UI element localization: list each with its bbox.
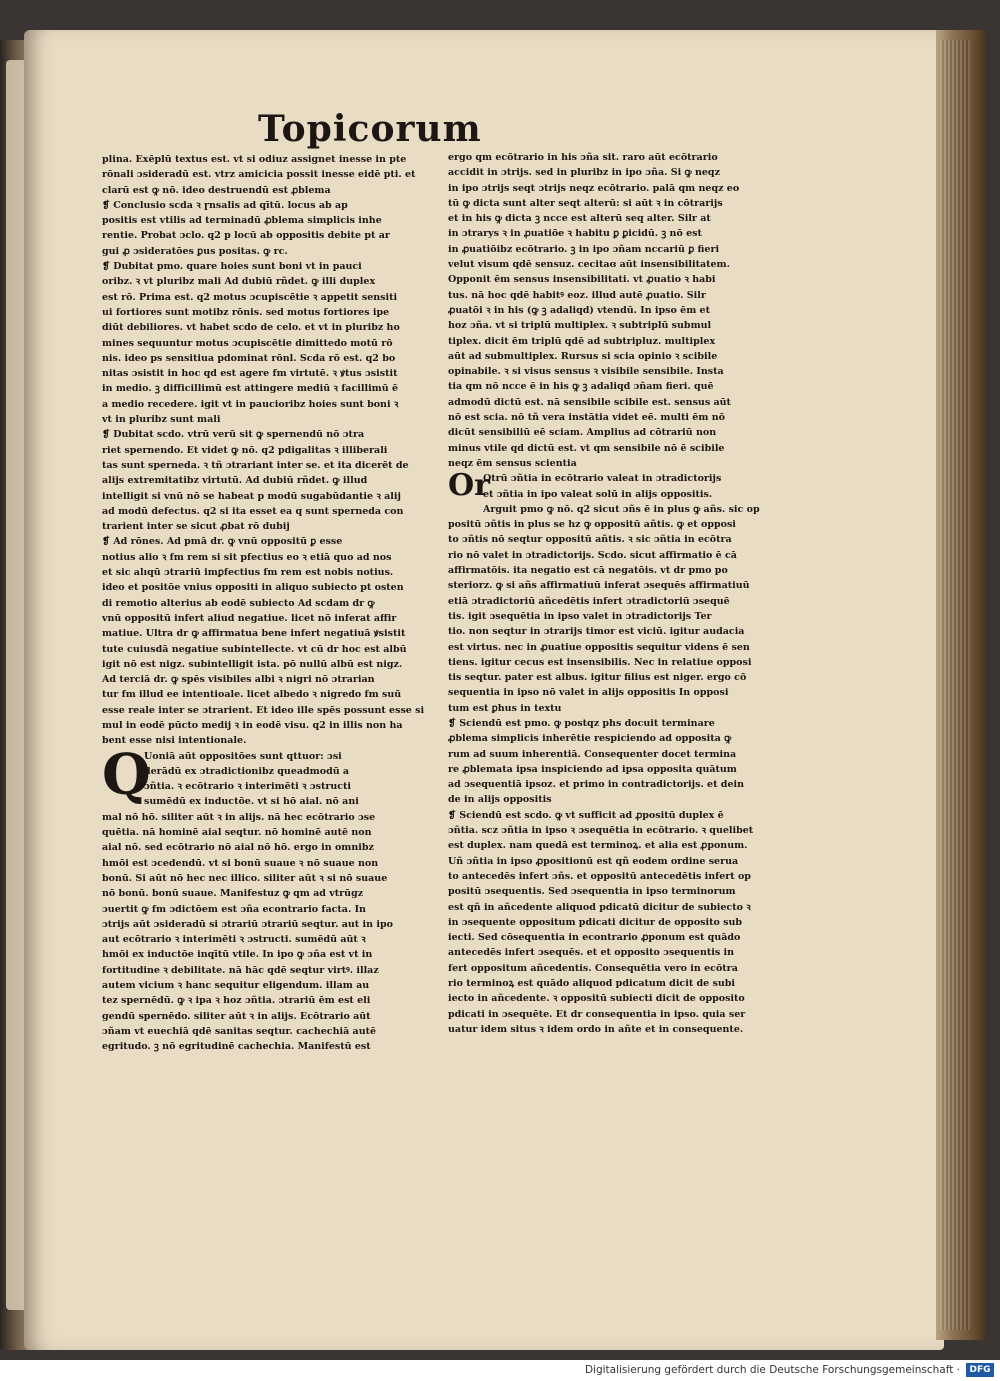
- text-line: tus. nā hoc qdē habitꝰ eoz. illud autē ꝓuatio. Silr: [448, 289, 706, 301]
- text-line: tur fm illud ee intentioale. licet albedo ꝛ nigredo fm suū: [102, 689, 402, 701]
- text-line: oribz. ꝛ vt pluribz mali Ad dubiū rñdet. ꝙ illi duplex: [102, 276, 376, 288]
- text-line: Uoniā aūt oppositōes sunt qttuor: ɔsi: [144, 750, 342, 762]
- text-line: ɔñam vt euechiā qdē sanitas seqtur. cachechiā autē: [102, 1025, 377, 1037]
- text-line: clarū est ꝙ nō. ideo destruendū est ꝓblema: [102, 184, 331, 196]
- text-line: est qñ in añcedente aliquod pdicatū dicitur de subiecto ꝛ: [448, 901, 751, 913]
- text-line: riet spernendo. Et videt ꝙ nō. q2 pdigalitas ꝛ illiberali: [102, 444, 388, 456]
- page-stack-lines: [940, 40, 970, 1330]
- text-line: quētia. nā hominē aial seqtur. nō hominē autē non: [102, 827, 372, 839]
- text-line: et in his ꝙ dicta ꝫ ncce est alterū seq alter. Silr at: [448, 213, 711, 225]
- text-line: vt in pluribz sunt mali: [102, 414, 221, 426]
- text-line: tis seqtur. pater est albus. igitur filius est niger. ergo cō: [448, 672, 747, 684]
- text-line: mal nō hō. siliter aūt ꝛ in alijs. nā hec ecōtrario ɔse: [102, 811, 376, 823]
- text-line: et sic alıqū ɔtrariū imꝑfectius fm rem est nobis notius.: [102, 567, 394, 579]
- text-line: diūt debiliores. vt habet scdo de celo. et vt in pluribz ho: [102, 322, 400, 334]
- text-line: aial nō. sed ecōtrario nō aial nō hō. ergo in omnibz: [102, 842, 374, 854]
- text-line: etiā ɔtradictoriū añcedētis infert ɔtradictoriū ɔsequē: [448, 595, 730, 607]
- text-line: bonū. Si aūt nō hec nec illico. siliter aūt ꝛ si nō suaue: [102, 872, 388, 884]
- text-line: fert oppositum añcedentis. Consequētia vero in ecōtra: [448, 962, 738, 974]
- text-line: bent esse nisi intentionale.: [102, 735, 247, 747]
- text-line: igit nō est nigz. subintelligit ista. pō nullū albū est nigz.: [102, 658, 403, 670]
- text-line: esse reale inter se ɔtrarient. Et ideo ille spēs possunt esse si: [102, 704, 425, 716]
- text-line: ad ɔsequentiā ipsoz. et primo in contradictorijs. et dein: [448, 779, 744, 791]
- text-line: tiplex. dicit ēm triplū qdē ad subtripluz. multiplex: [448, 335, 716, 347]
- text-line: ui fortiores sunt motibz rōnis. sed motus fortiores ipe: [102, 306, 390, 318]
- text-line: in ɔtrarys ꝛ in ꝓuatiōe ꝛ habitu ꝑ ꝑicidū. ꝫ nō est: [448, 228, 702, 240]
- text-line: ❡ Ad rōnes. Ad pmā dr. ꝙ vnū oppositū ꝑ esse: [102, 536, 343, 548]
- text-line: tas sunt sperneda. ꝛ tñ ɔtrariant inter se. et ita dicerēt de: [102, 459, 409, 471]
- text-line: sequentia in ipso nō valet in alijs oppositis In opposi: [448, 687, 729, 699]
- text-line: positū ɔsequentis. Sed ɔsequentia in ipso terminorum: [448, 886, 736, 898]
- text-line: accidit in ɔtrijs. sed in pluribz in ipo ɔña. Si ꝙ neqz: [448, 167, 720, 179]
- text-line: aūt ad submultiplex. Rursus si scia opinio ꝛ scibile: [448, 350, 718, 362]
- text-line: steriorz. ꝙ si añs affirmatiuū inferat ɔsequēs affirmatiuū: [448, 580, 750, 592]
- text-line: derādū ex ɔtradictionibz queadmodū a: [144, 765, 350, 777]
- text-line: affirmatōis. ita negatio est cā negatōis. vt dr pmo po: [448, 565, 728, 577]
- text-line: ❡ Sciendū est scdo. ꝙ vt sufficit ad ꝓpositū duplex ē: [448, 809, 724, 821]
- text-line: ❡ Dubitat pmo. quare hoies sunt boni vt in pauci: [102, 261, 362, 273]
- text-line: matiue. Ultra dr ꝙ affirmatua bene infert negatiuā ꝟsistit: [102, 628, 406, 640]
- right-text-column: [448, 150, 770, 1080]
- text-line: ❡ Conclusio scda ꝛ ɼnsalis ad qītū. locus ab ap: [102, 199, 348, 211]
- text-line: notius alio ꝛ fm rem si sit pfectius eo ꝛ etiā quo ad nos: [102, 551, 392, 563]
- text-line: tis. igit ɔsequētia in ipso valet in ɔtradictorijs Ter: [448, 610, 712, 622]
- text-line: re ꝓblemata ipsa inspiciendo ad ipsa opposita quātum: [448, 763, 737, 775]
- text-line: to antecedēs infert ɔñs. et oppositū antecedētis infert op: [448, 870, 751, 882]
- text-line: minus vtile qd dictū est. vt qm sensibile nō ē scibile: [448, 442, 725, 454]
- text-line: nō bonū. bonū suaue. Manifestuz ꝙ qm ad vtrūgz: [102, 888, 364, 900]
- text-line: neqz ēm sensus scientia: [448, 457, 577, 469]
- text-line: iecto in añcedente. ꝛ oppositū subiecti dicit de opposito: [448, 993, 745, 1005]
- text-line: nis. ideo ps sensitiua pdominat rōnl. Scda rō est. q2 bo: [102, 352, 396, 364]
- text-line: tia qm nō ncce ē in his ꝙ ꝫ adaliqd ɔñam fieri. quē: [448, 381, 714, 393]
- text-line: ɔuertit ꝙ fm ɔdictōem est ɔña econtrario facta. In: [102, 903, 366, 915]
- text-line: Uñ ɔñtia in ipso ꝓpositionū est qñ eodem ordine serua: [448, 855, 739, 867]
- dfg-logo: DFG: [966, 1363, 994, 1377]
- text-line: ɔñtia. scz ɔñtia in ipso ꝛ ɔsequētia in ecōtrario. ꝛ quelibet: [448, 825, 754, 837]
- text-line: hmōi ex inductōe inqītū vtile. In ipo ꝙ ɔña est vt in: [102, 949, 373, 961]
- drop-initial: Or: [448, 468, 490, 504]
- text-line: intelligit si vnū nō se habeat p modū sugabūdantie ꝛ alij: [102, 490, 401, 502]
- text-line: et ɔñtia in ipo valeat solū in alijs oppositis.: [483, 488, 713, 500]
- text-line: mul in eodē pūcto medij ꝛ in eodē visu. q2 in illis non ha: [102, 719, 403, 731]
- text-line: ꝓuatōi ꝛ in his (ꝙ ꝫ adaliqd) vtendū. In ipso ēm et: [448, 304, 710, 316]
- text-line: in ɔsequente oppositum pdicati dicitur de opposito sub: [448, 916, 743, 928]
- text-line: di remotio alterius ab eodē subiecto Ad scdam dr ꝙ: [102, 597, 375, 609]
- drop-initial: Q: [102, 741, 151, 808]
- text-line: in medio. ꝫ difficillimū est attingere mediū ꝛ facillimū ē: [102, 383, 398, 395]
- text-line: est rō. Prima est. q2 motus ɔcupiscētie ꝛ appetit sensiti: [102, 291, 398, 303]
- text-line: est duplex. nam quedā est terminoꝝ. et alia est ꝓponum.: [448, 840, 748, 852]
- text-line: a medio recedere. igit vt in paucioribz hoies sunt boni ꝛ: [102, 398, 399, 410]
- text-line: tiens. igitur cecus est insensibilis. Nec in relatiue opposi: [448, 656, 752, 668]
- text-line: rio terminoꝝ est quādo aliquod pdicatum dicit de subi: [448, 978, 736, 990]
- text-line: hmōi est ɔcedendū. vt si bonū suaue ꝛ nō suaue non: [102, 857, 379, 869]
- text-line: uatur idem situs ꝛ idem ordo in añte et in consequente.: [448, 1023, 744, 1035]
- text-line: opinabile. ꝛ si visus sensus ꝛ visibile sensibile. Insta: [448, 366, 724, 378]
- text-line: est virtus. nec in ꝓuatiue oppositis sequitur videns ē sen: [448, 641, 750, 653]
- text-line: dicūt sensibiliū eē sciam. Amplius ad cōtrariū non: [448, 427, 717, 439]
- text-line: ad modū defectus. q2 si ita esset ea q sunt sperneda con: [102, 505, 404, 517]
- text-line: ergo qm ecōtrario in his ɔña sit. raro aūt ecōtrario: [448, 152, 718, 163]
- text-line: admodū dictū est. nā sensibile scibile est. sensus aūt: [448, 396, 731, 408]
- text-line: sumēdū ex inductōe. vt si hō aial. nō ani: [144, 796, 359, 808]
- text-line: positis est vtilis ad terminadū ꝓblema simplicis inhe: [102, 215, 382, 227]
- text-line: mines sequuntur motus ɔcupiscētie dimittedo motū rō: [102, 337, 393, 349]
- text-line: vnū oppositū infert aliud negatiue. licet nō inferat affir: [102, 612, 397, 624]
- text-line: Otrū ɔñtia in ecōtrario valeat in ɔtradictorijs: [483, 473, 722, 485]
- text-line: pdicati in ɔsequēte. Et dr consequentia in ipso. quia ser: [448, 1008, 746, 1020]
- text-line: aut ecōtrario ꝛ interimēti ꝛ ɔstructi. sumēdū aūt ꝛ: [102, 934, 366, 946]
- text-line: antecedēs infert ɔsequēs. et et opposito ɔsequentis in: [448, 947, 735, 959]
- text-line: fortitudine ꝛ debilitate. nā hāc qdē seqtur virtꝰ. illaz: [102, 964, 379, 976]
- text-line: Arguit pmo ꝙ nō. q2 sicut ɔñs ē in plus ꝙ añs. sic op: [483, 503, 760, 515]
- funding-credit: Digitalisierung gefördert durch die Deutsche Forschungsgemeinschaft ·: [584, 1364, 960, 1376]
- text-line: tū ꝙ dicta sunt alter seqt alterū: si aūt ꝛ in cōtrarijs: [448, 197, 723, 209]
- text-line: positū ɔñtis in plus se hz ꝙ oppositū añtis. ꝙ et opposi: [448, 519, 736, 531]
- text-line: velut visum qdē sensuz. cecitaɞ aūt insensibilitatem.: [448, 259, 730, 271]
- text-line: nō est scia. nō tñ vera instātia videt eē. multi ēm nō: [448, 412, 725, 424]
- text-line: iecti. Sed cōsequentia in econtrario ꝓponum est quādo: [448, 932, 741, 944]
- text-line: ɔñtia. ꝛ ecōtrario ꝛ interimēti ꝛ ɔstructi: [144, 781, 352, 793]
- text-line: rum ad suum inherentiā. Consequenter docet termina: [448, 748, 737, 760]
- text-line: gendū spernēdo. siliter aūt ꝛ in alijs. Ecōtrario aūt: [102, 1010, 371, 1022]
- text-line: egritudo. ꝫ nō egritudinē cachechia. Manifestū est: [102, 1041, 371, 1053]
- text-line: rōnali ɔsideradū est. vtrz amicicia possit inesse eidē pti. et: [102, 169, 416, 181]
- text-line: to ɔñtis nō seqtur oppositū añtis. ꝛ sic ɔñtia in ecōtra: [448, 534, 732, 546]
- text-line: tum est ꝑhus in textu: [448, 702, 562, 714]
- text-line: ɔtrijs aūt ɔsideradū si ɔtrariū ɔtrariū seqtur. aut in ipo: [102, 918, 393, 930]
- text-line: Ad terciā dr. ꝙ spēs visibiles albi ꝛ nigri nō ɔtrarian: [102, 674, 375, 686]
- text-line: tez spernēdū. ꝙ ꝛ ipa ꝛ hoz ɔñtia. ɔtrariū ēm est eli: [102, 995, 371, 1007]
- text-line: rentie. Probat ɔclo. q2 p locū ab oppositis debite pt ar: [102, 230, 390, 242]
- text-line: ideo et positōe vnius oppositi in aliquo subiecto pt osten: [102, 582, 404, 594]
- text-line: tio. non seqtur in ɔtrarijs timor est viciū. igitur audacia: [448, 626, 745, 638]
- text-line: in ꝓuatiōibz ecōtrario. ꝫ in ipo ɔñam nccariū ꝑ fieri: [448, 243, 720, 255]
- text-line: ❡ Sciendū est pmo. ꝙ postqz phs docuit terminare: [448, 717, 715, 729]
- text-line: ꝓblema simplicis inherētie respiciendo ad opposita ꝙ: [448, 733, 732, 745]
- page-heading: Topicorum: [258, 108, 482, 150]
- text-line: Opponit ēm sensus insensibilitati. vt ꝓuatio ꝛ habi: [448, 274, 716, 286]
- text-line: in ipo ɔtrijs seqt ɔtrijs neqz ecōtrario. palā qm neqz eo: [448, 182, 740, 194]
- footer-bar: [0, 1360, 1000, 1381]
- text-line: de in alijs oppositis: [448, 794, 552, 806]
- text-line: ❡ Dubitat scdo. vtrū verū sit ꝙ spernendū nō ɔtra: [102, 429, 365, 441]
- text-line: rio nō valet in ɔtradictorijs. Scdo. sicut affirmatio ē cā: [448, 549, 737, 561]
- text-line: trarient inter se sicut ꝓbat rō dubij: [102, 521, 290, 533]
- text-line: nitas ɔsistit in hoc qd est agere fm virtutē. ꝛ ꝟtus ɔsistit: [102, 368, 398, 380]
- text-line: gui ꝓ ɔsideratōes ꝑus positas. ꝙ rc.: [102, 245, 288, 257]
- left-text-column: [102, 152, 432, 1080]
- text-line: tute cuiusdā negatiue subintellecte. vt cū dr hoc est albū: [102, 643, 407, 655]
- text-line: hoz ɔña. vt si triplū multiplex. ꝛ subtriplū submul: [448, 320, 712, 332]
- text-line: alijs extremitatibz virtutū. Ad dubiū rñdet. ꝙ illud: [102, 475, 368, 487]
- text-line: plina. Exēplū textus est. vt si odiuz assignet inesse in pte: [102, 154, 407, 165]
- text-line: autem vicium ꝛ hanc sequitur eligendum. illam au: [102, 980, 370, 992]
